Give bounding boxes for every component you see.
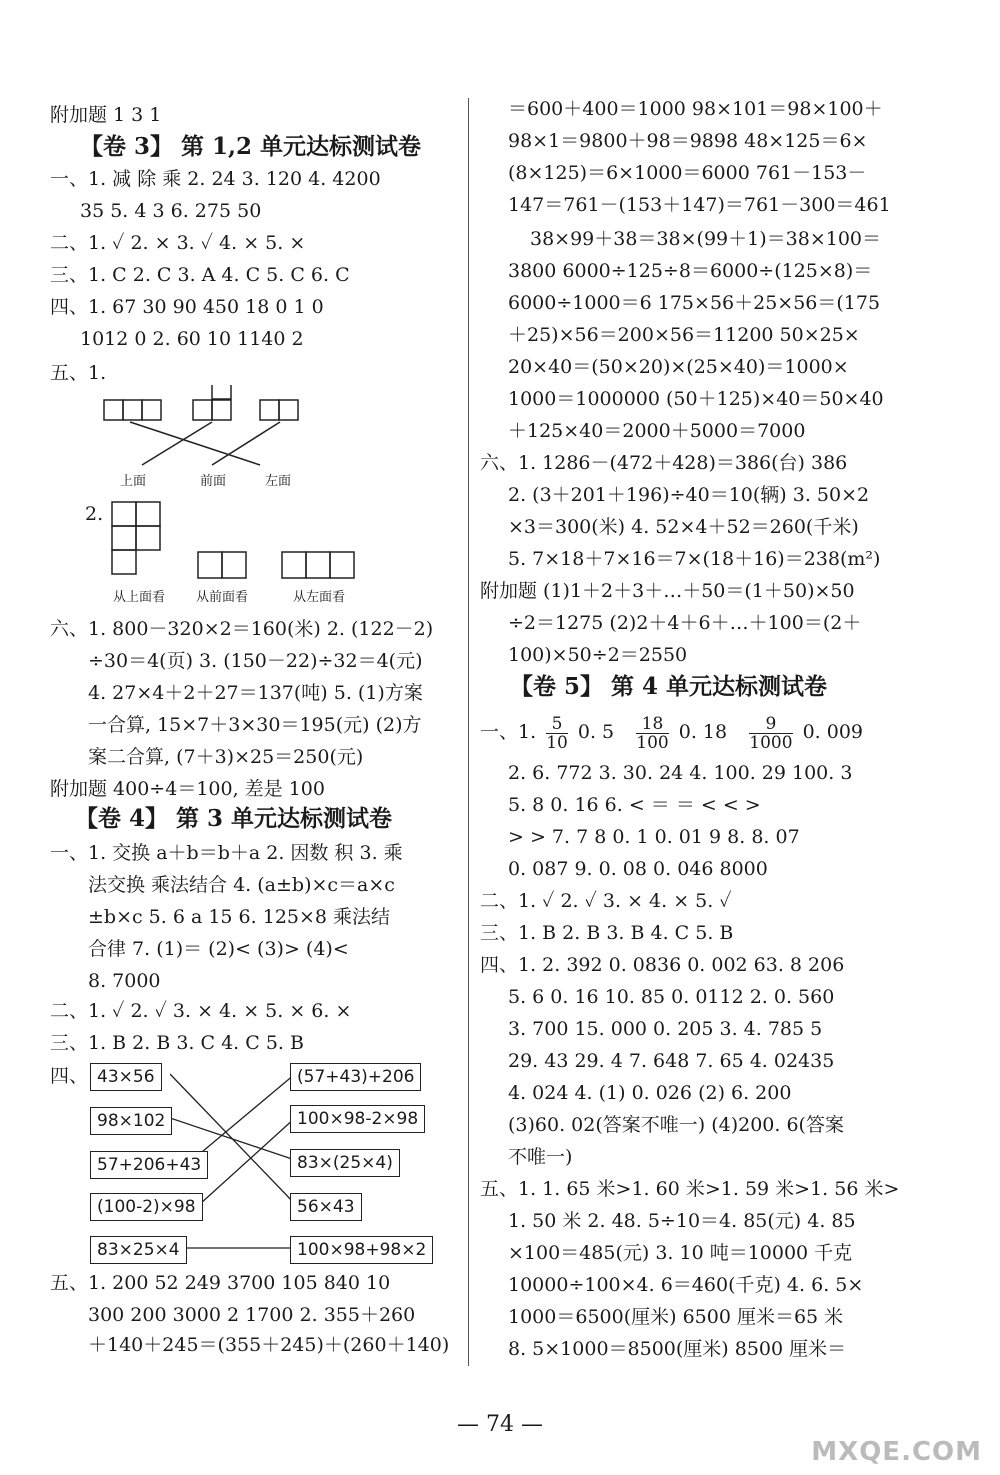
section-heading-3: 【卷 3】 第 1,2 单元达标测试卷 bbox=[80, 133, 422, 160]
right-line: 附加题 (1)1＋2＋3＋…＋50＝(1＋50)×50 bbox=[480, 580, 855, 602]
left-line: 一合算, 15×7＋3×30＝195(元) (2)方 bbox=[88, 714, 422, 736]
left-line: 300 200 3000 2 1700 2. 355＋260 bbox=[88, 1304, 416, 1326]
right-line: ÷2＝1275 (2)2＋4＋6＋…＋100＝(2＋ bbox=[508, 612, 862, 634]
site-watermark: MXQE.COM bbox=[811, 1437, 982, 1467]
match-left-5: 83×25×4 bbox=[90, 1236, 187, 1264]
fraction: $\frac{5}{10}$ bbox=[546, 713, 568, 753]
right-line: 不唯一) bbox=[508, 1146, 573, 1168]
right-line: ＋25)×56＝200×56＝11200 50×25× bbox=[508, 324, 860, 346]
left-line: 一、1. 交换 a＋b＝b＋a 2. 因数 积 3. 乘 bbox=[50, 842, 403, 864]
right-line: 5. 6 0. 16 10. 85 0. 0112 2. 0. 560 bbox=[508, 986, 835, 1008]
right-line: 三、1. B 2. B 3. B 4. C 5. B bbox=[480, 922, 734, 944]
match-right-3: 83×(25×4) bbox=[290, 1149, 400, 1177]
left-line: 法交换 乘法结合 4. (a±b)×c＝a×c bbox=[88, 874, 395, 896]
match-left-4: (100-2)×98 bbox=[90, 1193, 203, 1221]
right-line: 10000÷100×4. 6＝460(千克) 4. 6. 5× bbox=[508, 1274, 864, 1296]
question-prefix: 一、1. bbox=[480, 721, 537, 743]
match-left-3: 57+206+43 bbox=[90, 1151, 208, 1179]
left-line: 二、1. ✓ 2. ✓ 3. × 4. × 5. × 6. × bbox=[50, 1000, 352, 1022]
fraction: $\frac{18}{100}$ bbox=[636, 713, 669, 753]
right-line: 1000＝1000000 (50＋125)×40＝50×40 bbox=[508, 388, 884, 410]
right-line: 4. 024 4. (1) 0. 026 (2) 6. 200 bbox=[508, 1082, 792, 1104]
view-label-left: 左面 bbox=[265, 474, 292, 489]
left-line: 四、 bbox=[50, 1065, 89, 1087]
fraction: $\frac{9}{1000}$ bbox=[749, 713, 793, 753]
left-line: ＋140＋245＝(355＋245)＋(260＋140) bbox=[88, 1334, 450, 1356]
left-line: 三、1. C 2. C 3. A 4. C 5. C 6. C bbox=[50, 264, 350, 286]
left-line: 8. 7000 bbox=[88, 970, 161, 992]
right-line: 0. 087 9. 0. 08 0. 046 8000 bbox=[508, 858, 768, 880]
left-line: 案二合算, (7＋3)×25＝250(元) bbox=[88, 746, 364, 768]
match-right-1: (57+43)+206 bbox=[290, 1063, 421, 1091]
view-label-front: 前面 bbox=[200, 474, 227, 489]
right-line: (8×125)＝6×1000＝6000 761－153－ bbox=[508, 162, 867, 184]
left-line: 四、1. 67 30 90 450 18 0 1 0 bbox=[50, 296, 324, 318]
right-line: 8. 5×1000＝8500(厘米) 8500 厘米＝ bbox=[508, 1338, 847, 1360]
fractions-line bbox=[480, 712, 863, 754]
section-heading-5: 【卷 5】 第 4 单元达标测试卷 bbox=[510, 673, 828, 700]
right-line: 五、1. 1. 65 米>1. 60 米>1. 59 米>1. 56 米> bbox=[480, 1178, 900, 1200]
left-line: 六、1. 800－320×2＝160(米) 2. (122－2) bbox=[50, 618, 434, 640]
left-line: 4. 27×4＋2＋27＝137(吨) 5. (1)方案 bbox=[88, 682, 423, 704]
right-line: 二、1. ✓ 2. ✓ 3. × 4. × 5. ✓ bbox=[480, 890, 732, 912]
left-line: 五、1. 200 52 249 3700 105 840 10 bbox=[50, 1272, 391, 1294]
right-line: 5. 7×18＋7×16＝7×(18＋16)＝238(m²) bbox=[508, 548, 881, 570]
right-line: 2. 6. 772 3. 30. 24 4. 100. 29 100. 3 bbox=[508, 762, 853, 784]
right-line: 2. (3＋201＋196)÷40＝10(辆) 3. 50×2 bbox=[508, 484, 870, 506]
left-line: 1012 0 2. 60 10 1140 2 bbox=[80, 328, 304, 350]
match-right-4: 56×43 bbox=[290, 1193, 362, 1221]
match-right-2: 100×98-2×98 bbox=[290, 1105, 425, 1133]
right-line: 5. 8 0. 16 6. < ＝ ＝ < < > bbox=[508, 794, 761, 816]
right-line: 20×40＝(50×20)×(25×40)＝1000× bbox=[508, 356, 849, 378]
left-line: 三、1. B 2. B 3. C 4. C 5. B bbox=[50, 1032, 304, 1054]
right-line: 6000÷1000＝6 175×56＋25×56＝(175 bbox=[508, 292, 881, 314]
view-label-from-top: 从上面看 bbox=[113, 590, 166, 605]
three-views-figure bbox=[100, 500, 370, 585]
right-line: 38×99＋38＝38×(99＋1)＝38×100＝ bbox=[530, 228, 881, 250]
right-line: ＋125×40＝2000＋5000＝7000 bbox=[508, 420, 806, 442]
view-label-from-left: 从左面看 bbox=[293, 590, 346, 605]
left-line: 附加题 1 3 1 bbox=[50, 104, 162, 126]
left-line: 附加题 400÷4＝100, 差是 100 bbox=[50, 778, 325, 800]
right-line: 147＝761－(153＋147)＝761－300＝461 bbox=[508, 194, 891, 216]
decimal: 0. 009 bbox=[802, 721, 863, 743]
decimal: 0. 18 bbox=[678, 721, 728, 743]
page-number: — 74 — bbox=[457, 1412, 543, 1437]
right-line: 3. 700 15. 000 0. 205 3. 4. 785 5 bbox=[508, 1018, 823, 1040]
left-line: 合律 7. (1)＝ (2)< (3)> (4)< bbox=[88, 938, 349, 960]
left-line: 二、1. ✓ 2. × 3. ✓ 4. × 5. × bbox=[50, 232, 306, 254]
left-line: 五、1. bbox=[50, 362, 107, 384]
match-left-2: 98×102 bbox=[90, 1107, 172, 1135]
right-line: 29. 43 29. 4 7. 648 7. 65 4. 02435 bbox=[508, 1050, 835, 1072]
left-line: ±b×c 5. 6 a 15 6. 125×8 乘法结 bbox=[88, 906, 391, 928]
view-label-from-front: 从前面看 bbox=[196, 590, 249, 605]
right-line: ×100＝485(元) 3. 10 吨＝10000 千克 bbox=[508, 1242, 853, 1264]
decimal: 0. 5 bbox=[577, 721, 615, 743]
match-right-5: 100×98+98×2 bbox=[290, 1236, 433, 1264]
right-line: ＝600＋400＝1000 98×101＝98×100＋ bbox=[508, 98, 883, 120]
column-divider bbox=[468, 98, 469, 1366]
right-line: 3800 6000÷125÷8＝6000÷(125×8)＝ bbox=[508, 260, 873, 282]
right-line: (3)60. 02(答案不唯一) (4)200. 6(答案 bbox=[508, 1114, 844, 1136]
right-line: 六、1. 1286－(472＋428)＝386(台) 386 bbox=[480, 452, 848, 474]
left-line: ÷30＝4(页) 3. (150－22)÷32＝4(元) bbox=[88, 650, 423, 672]
left-line: 一、1. 减 除 乘 2. 24 3. 120 4. 4200 bbox=[50, 168, 381, 190]
right-line: 1. 50 米 2. 48. 5÷10＝4. 85(元) 4. 85 bbox=[508, 1210, 856, 1232]
left-line: 2. bbox=[85, 503, 104, 525]
left-line: 35 5. 4 3 6. 275 50 bbox=[80, 200, 262, 222]
section-heading-4: 【卷 4】 第 3 单元达标测试卷 bbox=[75, 805, 393, 832]
right-line: 1000＝6500(厘米) 6500 厘米＝65 米 bbox=[508, 1306, 844, 1328]
right-line: ×3＝300(米) 4. 52×4＋52＝260(千米) bbox=[508, 516, 859, 538]
view-label-top: 上面 bbox=[120, 474, 147, 489]
right-line: > > 7. 7 8 0. 1 0. 01 9 8. 8. 07 bbox=[508, 826, 800, 848]
right-line: 100)×50÷2＝2550 bbox=[508, 644, 688, 666]
match-left-1: 43×56 bbox=[90, 1063, 162, 1091]
right-line: 四、1. 2. 392 0. 0836 0. 002 63. 8 206 bbox=[480, 954, 845, 976]
right-line: 98×1＝9800＋98＝9898 48×125＝6× bbox=[508, 130, 868, 152]
